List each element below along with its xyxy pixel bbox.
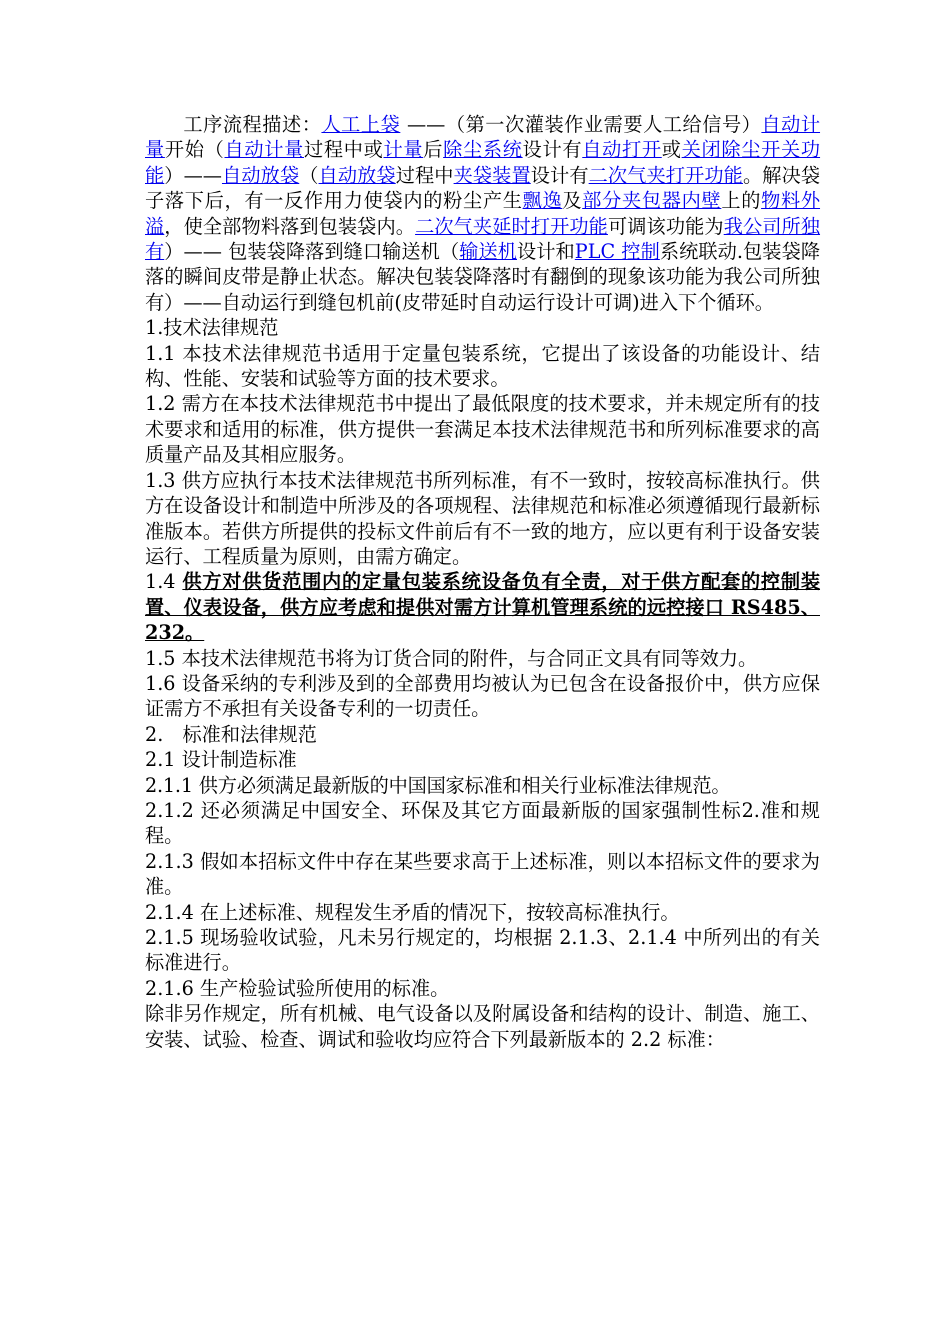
document-page [145, 112, 820, 1052]
intro-text: ，使全部物料落到包装袋内。 [164, 214, 416, 238]
link-auto-release[interactable]: 自动放袋 [221, 163, 300, 187]
intro-text: 。解决袋子落下后，有一反作用力使袋内的粉尘产生 [145, 163, 821, 213]
clause-1-1: 1.1 本技术法律规范书适用于定量包装系统，它提出了该设备的功能设计、结构、性能、安装和试验等方面的技术要求。 [145, 341, 820, 391]
intro-text: 设计有 [522, 138, 583, 162]
intro-text: 过程中或 [304, 138, 384, 162]
link-bag-clamp-device[interactable]: 夹袋装置 [453, 163, 531, 187]
clause-1-4-number: 1.4 [145, 570, 183, 594]
intro-text: 系统联动.包装袋降落的瞬间皮带是静止状态。解决包装袋降落时有翻倒的现象该功能为我公司所独有）——自动运行到缝包机前(皮带延时自动运行设计可调)进入下个循环。 [145, 240, 821, 314]
intro-text: 或 [661, 138, 682, 162]
intro-text: ）—— 包装袋降落到缝口输送机（ [164, 240, 460, 264]
intro-text: 开始（ [164, 138, 225, 162]
link-auto-metering[interactable]: 自动计量 [224, 138, 304, 162]
intro-text: 可调该功能为 [607, 214, 724, 238]
link-clamp-inner-wall[interactable]: 部分夹包器内壁 [582, 189, 722, 213]
clause-2-1-4: 2.1.4 在上述标准、规程发生矛盾的情况下，按较高标准执行。 [145, 900, 680, 924]
intro-text: ——（第一次灌装作业需要人工给信号） [400, 113, 762, 136]
closing-paragraph: 除非另作规定，所有机械、电气设备以及附属设备和结构的设计、制造、施工、安装、试验、检查、调试和验收均应符合下列最新版本的 2.2 标准： [145, 1002, 820, 1051]
link-plc-control[interactable]: PLC 控制 [574, 240, 660, 264]
intro-text: 过程中 [395, 163, 454, 187]
clause-1-3: 1.3 供方应执行本技术法律规范书所列标准，有不一致时，按较高标准执行。供方在设备设计和制造中所涉及的各项规程、法律规范和标准必须遵循现行最新标准版本。若供方所提供的投标文件前后有不一致的地方，应以更有利于设备安装运行、工程质量为原则，由需方确定。 [145, 468, 820, 568]
intro-text: （ [299, 163, 319, 187]
link-manual-bagging[interactable]: 人工上袋 [321, 113, 401, 136]
clause-2-1-2: 2.1.2 还必须满足中国安全、环保及其它方面最新版的国家强制性标2.准和规程。 [145, 798, 820, 848]
link-close-dust-switch[interactable]: 关闭除尘开关功能 [145, 138, 821, 187]
intro-text: 及 [562, 189, 583, 213]
link-auto-metering[interactable]: 自动计量 [145, 113, 821, 162]
clause-1-4 [145, 569, 820, 645]
section-heading-1: 1.技术法律规范 [145, 316, 279, 340]
clause-1-2: 1.2 需方在本技术法律规范书中提出了最低限度的技术要求，并未规定所有的技术要求和适用的标准，供方提供一套满足本技术法律规范书和所列标准要求的高质量产品及其相应服务。 [145, 392, 820, 467]
link-company-exclusive[interactable]: 我公司所独有 [145, 214, 821, 264]
link-metering[interactable]: 计量 [383, 138, 424, 162]
clause-1-4-emphasis: 供方对供货范围内的定量包装系统设备负有全责，对于供方配套的控制装置、仪表设备，供方应考虑和提供对需方计算机管理系统的远控接口 RS485、232。 [145, 570, 821, 645]
intro-text: 设计有 [530, 163, 589, 187]
clause-1-6: 1.6 设备采纳的专利涉及到的全部费用均被认为已包含在设备报价中，供方应保证需方不承担有关设备专利的一切责任。 [145, 671, 820, 721]
link-conveyor[interactable]: 输送机 [459, 240, 517, 264]
link-secondary-clamp-open[interactable]: 二次气夹打开功能 [588, 163, 743, 187]
clause-2-1-3: 2.1.3 假如本招标文件中存在某些要求高于上述标准，则以本招标文件的要求为准。 [145, 849, 820, 899]
subsection-heading-2-1: 2.1 设计制造标准 [145, 748, 297, 772]
intro-text: 上的 [721, 189, 762, 213]
intro-text: 设计和 [517, 240, 575, 264]
clause-2-1-5: 2.1.5 现场验收试验，凡未另行规定的，均根据 2.1.3、2.1.4 中所列出的有关标准进行。 [145, 926, 820, 975]
clause-2-1-6: 2.1.6 生产检验试验所使用的标准。 [145, 976, 450, 1000]
intro-text: 后 [423, 138, 444, 162]
section-heading-2: 2. 标准和法律规范 [145, 722, 317, 746]
clause-2-1-1: 2.1.1 供方必须满足最新版的中国国家标准和相关行业标准法律规范。 [145, 773, 731, 797]
link-secondary-clamp-delay[interactable]: 二次气夹延时打开功能 [415, 214, 608, 238]
link-drifting[interactable]: 飘逸 [522, 189, 563, 213]
link-dust-removal-system[interactable]: 除尘系统 [443, 138, 523, 162]
process-description [145, 112, 820, 315]
clause-1-5: 1.5 本技术法律规范书将为订货合同的附件，与合同正文具有同等效力。 [145, 646, 758, 670]
link-auto-open[interactable]: 自动打开 [582, 138, 662, 162]
link-auto-release[interactable]: 自动放袋 [318, 163, 396, 187]
intro-text: ）—— [164, 163, 222, 187]
intro-text: 工序流程描述： [183, 113, 322, 136]
link-material-overflow[interactable]: 物料外溢 [145, 189, 821, 238]
